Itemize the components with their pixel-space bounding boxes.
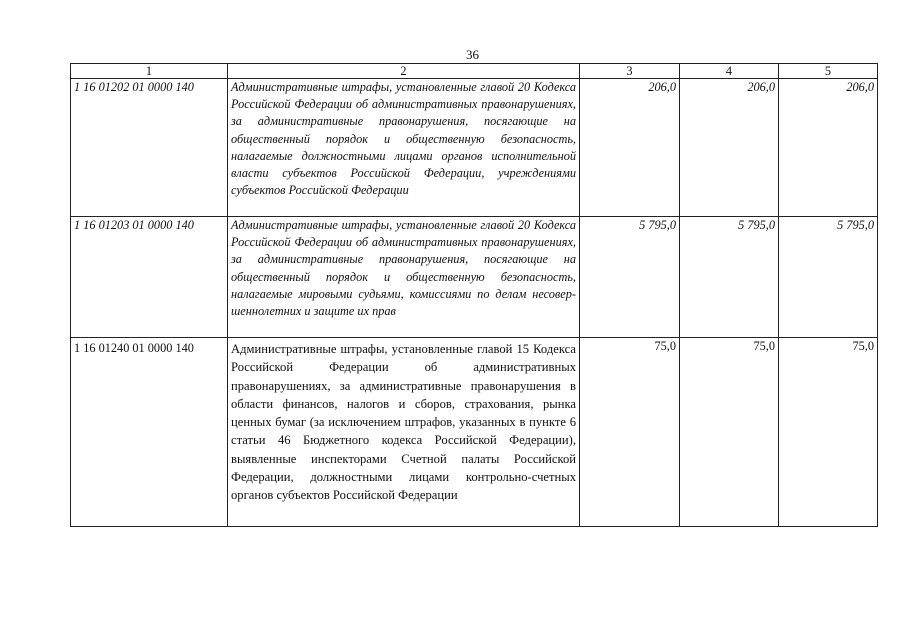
- column-header-4: 4: [680, 64, 779, 79]
- value-col3-cell: 206,0: [580, 79, 680, 217]
- budget-code-cell: 1 16 01240 01 0000 140: [71, 338, 228, 527]
- value-col3-cell: 75,0: [580, 338, 680, 527]
- column-header-1: 1: [71, 64, 228, 79]
- table-header-row: [71, 64, 878, 79]
- value-col3-cell: 5 795,0: [580, 217, 680, 338]
- column-header-3: 3: [580, 64, 680, 79]
- budget-code-cell: 1 16 01203 01 0000 140: [71, 217, 228, 338]
- value-col5-cell: 206,0: [779, 79, 878, 217]
- page-number: 36: [466, 47, 479, 62]
- description-cell: Административные штрафы, установленные главой 20 Кодекса Российской Федерации об административных правонарушениях, за административные правонарушения, посягающие на общественный порядок и общественную безопасность, налагаемые должностными лицами органов исполнительной власти субъектов Российской Федерации, учреждениями субъектов Российской Федерации: [228, 79, 580, 217]
- value-col5-cell: 75,0: [779, 338, 878, 527]
- value-col4-cell: 5 795,0: [680, 217, 779, 338]
- column-header-2: 2: [228, 64, 580, 79]
- value-col5-cell: 5 795,0: [779, 217, 878, 338]
- value-col4-cell: 206,0: [680, 79, 779, 217]
- description-cell: Административные штрафы, установленные главой 20 Кодекса Российской Федерации об административных правонарушениях, за административные правонарушения, посягающие на общественный порядок и общественную безопасность, налагаемые мировыми судьями, комиссиями по делам несовершеннолетних и защите их прав: [228, 217, 580, 338]
- table-row: [71, 217, 878, 338]
- budget-code-cell: 1 16 01202 01 0000 140: [71, 79, 228, 217]
- table-row: [71, 79, 878, 217]
- column-header-5: 5: [779, 64, 878, 79]
- value-col4-cell: 75,0: [680, 338, 779, 527]
- table-row: [71, 338, 878, 527]
- description-cell: Административные штрафы, установленные главой 15 Кодекса Российской Федерации об административных правонарушениях, за административные правонарушения в области финансов, налогов и сборов, страхования, рынка ценных бумаг (за исключением штрафов, указанных в пункте 6 статьи 46 Бюджетного кодекса Российской Федерации), выявленные инспекторами Счетной палаты Российской Федерации, должностными лицами контрольно-счетных органов субъектов Российской Федерации: [228, 338, 580, 527]
- budget-table: [70, 63, 878, 527]
